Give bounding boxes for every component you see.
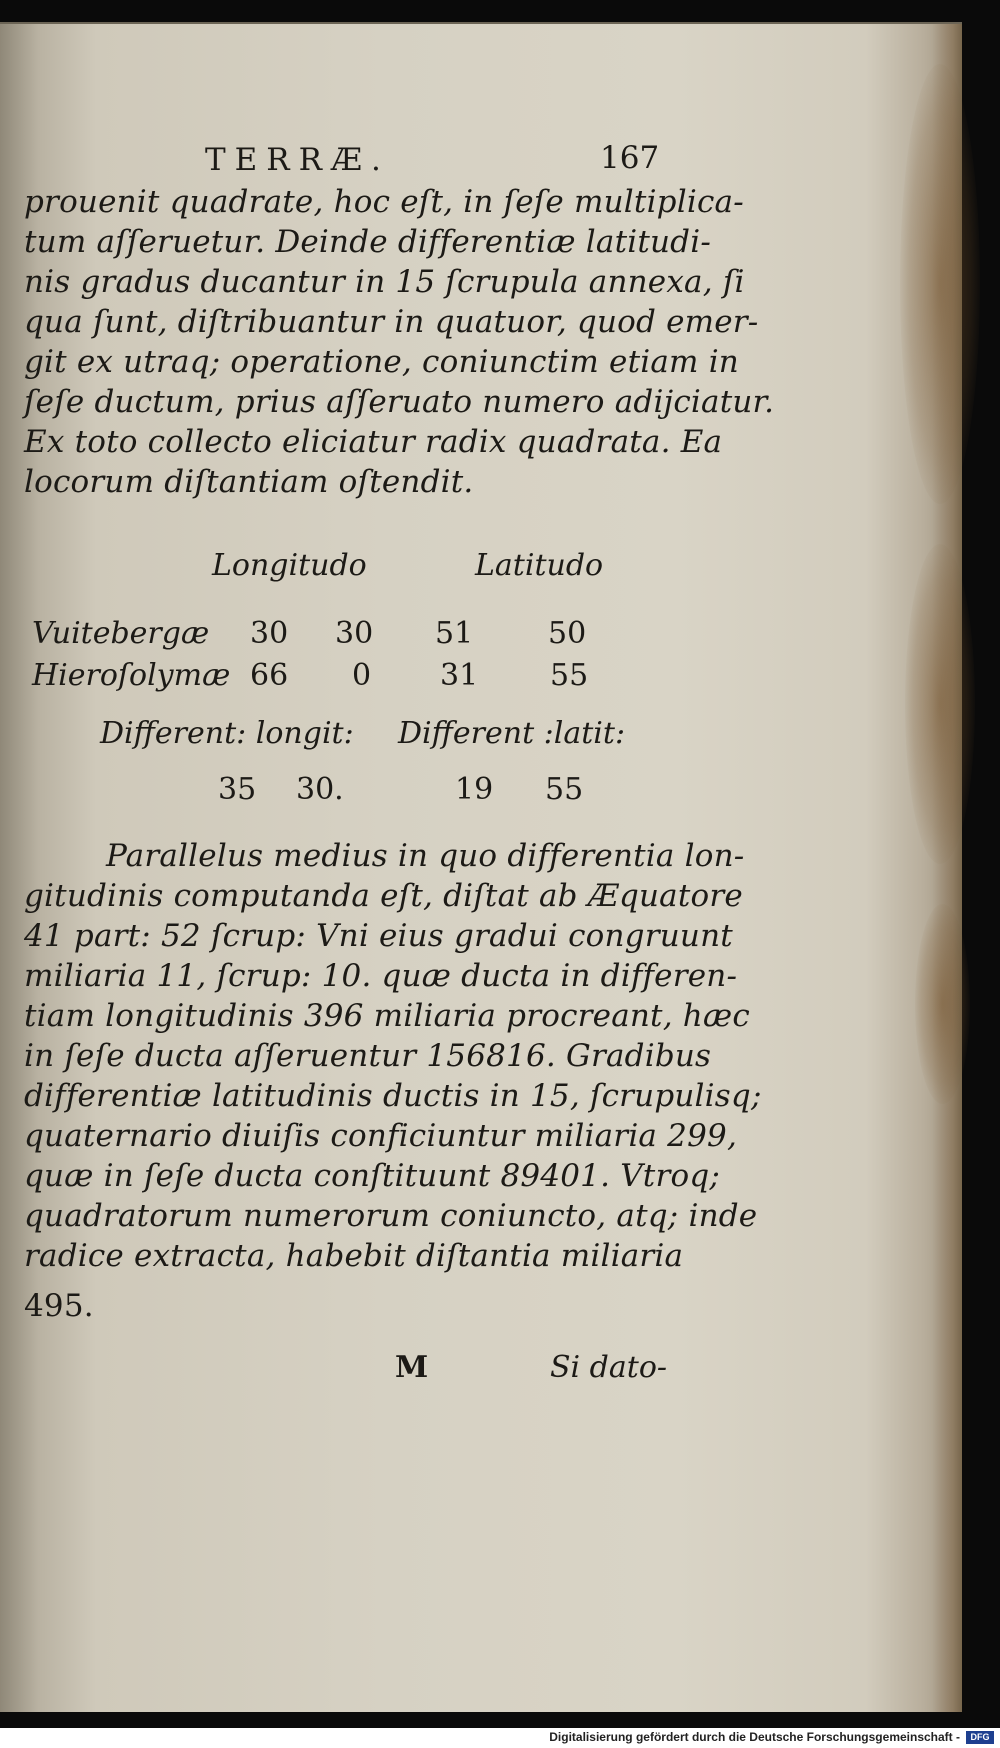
text-line: miliaria 11, ſcrup: 10. quæ ducta in differen- bbox=[24, 958, 738, 994]
table-cell: 30 bbox=[335, 616, 374, 651]
water-stain bbox=[905, 544, 975, 864]
text-line: 41 part: 52 ſcrup: Vni eius gradui congruunt bbox=[24, 918, 733, 954]
running-head-title: TERRÆ. bbox=[205, 142, 390, 178]
water-stain bbox=[900, 64, 980, 504]
table-header-latitude: Latitudo bbox=[475, 548, 604, 583]
text-line: quaternario diuiſis conficiuntur miliaria 299, bbox=[24, 1118, 737, 1154]
text-line: Ex toto collecto eliciatur radix quadrata. Ea bbox=[24, 424, 723, 460]
text-line: git ex utraq; operatione, coniunctim etiam in bbox=[24, 344, 739, 380]
table-header-longitude: Longitudo bbox=[212, 548, 367, 583]
table-cell: 55 bbox=[550, 658, 589, 693]
text-line: tiam longitudinis 396 miliaria procreant, hæc bbox=[24, 998, 750, 1034]
text-line: quæ in ſeſe ducta conſtituunt 89401. Vtroq; bbox=[24, 1158, 721, 1194]
difference-value: 35 bbox=[218, 772, 257, 807]
water-stain bbox=[915, 904, 970, 1104]
table-row-place: Hieroſolymæ bbox=[32, 658, 231, 693]
difference-value: 30. bbox=[296, 772, 344, 807]
table-cell: 50 bbox=[548, 616, 587, 651]
text-line: nis gradus ducantur in 15 ſcrupula annexa, ſi bbox=[24, 264, 745, 300]
footer-credit: Digitalisierung gefördert durch die Deutsche Forschungsgemeinschaft - bbox=[549, 1730, 960, 1744]
text-line: qua ſunt, diſtribuantur in quatuor, quod emer- bbox=[24, 304, 759, 340]
catchword: Si dato- bbox=[550, 1350, 668, 1385]
text-line: radice extracta, habebit diſtantia miliaria bbox=[24, 1238, 684, 1274]
table-cell: 51 bbox=[435, 616, 474, 651]
text-line: Parallelus medius in quo differentia lon- bbox=[106, 838, 745, 874]
table-cell: 0 bbox=[352, 658, 372, 693]
text-line: differentiæ latitudinis ductis in 15, ſcrupulisq; bbox=[24, 1078, 762, 1114]
text-line: prouenit quadrate, hoc eſt, in ſeſe multiplica- bbox=[24, 184, 744, 220]
text-line: quadratorum numerorum coniuncto, atq; inde bbox=[24, 1198, 758, 1234]
digitization-footer bbox=[0, 1728, 1000, 1748]
difference-label-longitude: Different: longit: bbox=[100, 716, 354, 751]
difference-value: 19 bbox=[455, 772, 494, 807]
text-line: in ſeſe ducta aſſeruentur 156816. Gradibus bbox=[24, 1038, 712, 1074]
text-line: gitudinis computanda eſt, diſtat ab Æquatore bbox=[24, 878, 743, 914]
table-cell: 31 bbox=[440, 658, 479, 693]
text-line: locorum diſtantiam oſtendit. bbox=[24, 464, 474, 500]
page-number: 167 bbox=[600, 140, 660, 176]
text-line: ſeſe ductum, prius aſſeruato numero adijciatur. bbox=[24, 384, 775, 420]
dfg-logo: DFG bbox=[966, 1731, 994, 1744]
signature-mark: M bbox=[395, 1350, 429, 1385]
text-line: 495. bbox=[24, 1288, 94, 1324]
book-page bbox=[0, 22, 962, 1712]
text-line: tum aſſeruetur. Deinde differentiæ latitudi- bbox=[24, 224, 712, 260]
table-cell: 30 bbox=[250, 616, 289, 651]
table-row-place: Vuitebergæ bbox=[32, 616, 210, 651]
difference-label-latitude: Different :latit: bbox=[398, 716, 626, 751]
table-cell: 66 bbox=[250, 658, 289, 693]
difference-value: 55 bbox=[545, 772, 584, 807]
